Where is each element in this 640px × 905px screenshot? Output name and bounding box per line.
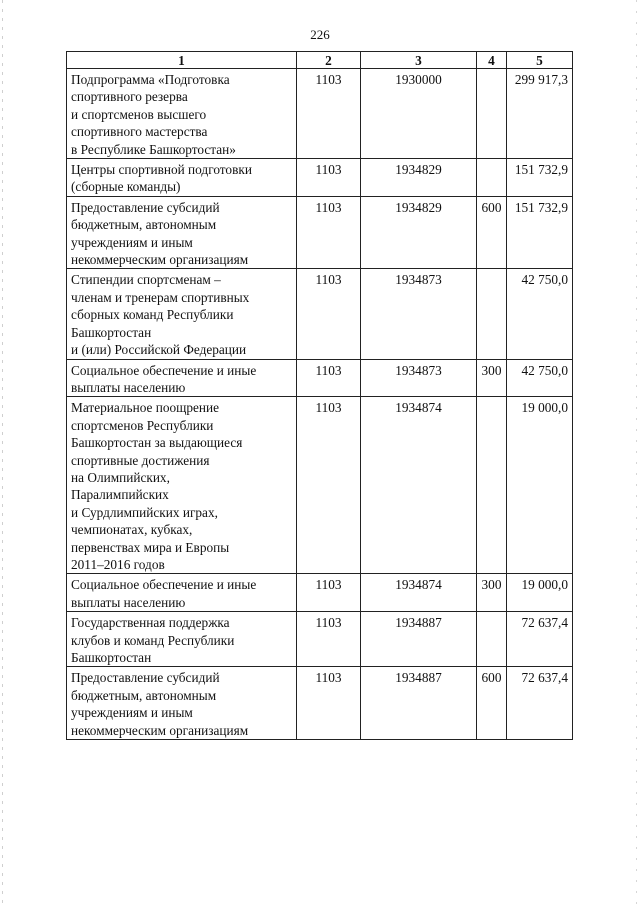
table-row (67, 397, 573, 574)
row-target-article: 1934887 (361, 667, 477, 740)
column-header-2: 2 (297, 52, 361, 69)
budget-table (66, 51, 573, 740)
table-row (67, 574, 573, 612)
row-amount: 19 000,0 (507, 397, 573, 574)
row-section-code: 1103 (297, 359, 361, 397)
column-header-3: 3 (361, 52, 477, 69)
row-name: Стипендии спортсменам – членам и тренерам спортивных сборных команд Республики Башкортостан и (или) Российской Федерации (67, 269, 297, 359)
table-row (67, 359, 573, 397)
table-row (67, 667, 573, 740)
row-amount: 72 637,4 (507, 612, 573, 667)
row-section-code: 1103 (297, 612, 361, 667)
row-amount: 42 750,0 (507, 359, 573, 397)
row-name: Материальное поощрение спортсменов Республики Башкортостан за выдающиеся спортивные достижения на Олимпийских, Паралимпийских и Сурдлимпийских играх, чемпионатах, кубках, первенствах мира и Европы 2011–2016 годов (67, 397, 297, 574)
row-expense-type: 300 (477, 359, 507, 397)
row-expense-type: 600 (477, 667, 507, 740)
row-target-article: 1934887 (361, 612, 477, 667)
row-target-article: 1934829 (361, 196, 477, 269)
row-expense-type (477, 269, 507, 359)
scan-edge-right (636, 0, 637, 905)
row-amount: 151 732,9 (507, 159, 573, 197)
column-header-4: 4 (477, 52, 507, 69)
row-target-article: 1934874 (361, 397, 477, 574)
column-header-1: 1 (67, 52, 297, 69)
row-target-article: 1934873 (361, 359, 477, 397)
row-expense-type: 300 (477, 574, 507, 612)
row-section-code: 1103 (297, 196, 361, 269)
row-name: Государственная поддержка клубов и команд Республики Башкортостан (67, 612, 297, 667)
row-amount: 299 917,3 (507, 69, 573, 159)
row-name: Социальное обеспечение и иные выплаты населению (67, 359, 297, 397)
row-expense-type (477, 69, 507, 159)
scan-edge-left (2, 0, 3, 905)
row-amount: 42 750,0 (507, 269, 573, 359)
row-name: Предоставление субсидий бюджетным, автономным учреждениям и иным некоммерческим организациям (67, 667, 297, 740)
row-name: Предоставление субсидий бюджетным, автономным учреждениям и иным некоммерческим организациям (67, 196, 297, 269)
row-name: Подпрограмма «Подготовка спортивного резерва и спортсменов высшего спортивного мастерства в Республике Башкортостан» (67, 69, 297, 159)
row-expense-type: 600 (477, 196, 507, 269)
row-target-article: 1934829 (361, 159, 477, 197)
table-row (67, 69, 573, 159)
row-name: Центры спортивной подготовки (сборные команды) (67, 159, 297, 197)
table-row (67, 612, 573, 667)
row-amount: 72 637,4 (507, 667, 573, 740)
row-amount: 151 732,9 (507, 196, 573, 269)
row-amount: 19 000,0 (507, 574, 573, 612)
page-number: 226 (310, 27, 330, 42)
row-target-article: 1930000 (361, 69, 477, 159)
table-row (67, 196, 573, 269)
row-section-code: 1103 (297, 159, 361, 197)
row-section-code: 1103 (297, 667, 361, 740)
row-section-code: 1103 (297, 574, 361, 612)
table-header-row (67, 52, 573, 69)
table-row (67, 159, 573, 197)
row-expense-type (477, 159, 507, 197)
row-name: Социальное обеспечение и иные выплаты населению (67, 574, 297, 612)
row-expense-type (477, 612, 507, 667)
row-section-code: 1103 (297, 69, 361, 159)
row-expense-type (477, 397, 507, 574)
row-target-article: 1934873 (361, 269, 477, 359)
table-row (67, 269, 573, 359)
column-header-5: 5 (507, 52, 573, 69)
row-section-code: 1103 (297, 397, 361, 574)
row-target-article: 1934874 (361, 574, 477, 612)
row-section-code: 1103 (297, 269, 361, 359)
